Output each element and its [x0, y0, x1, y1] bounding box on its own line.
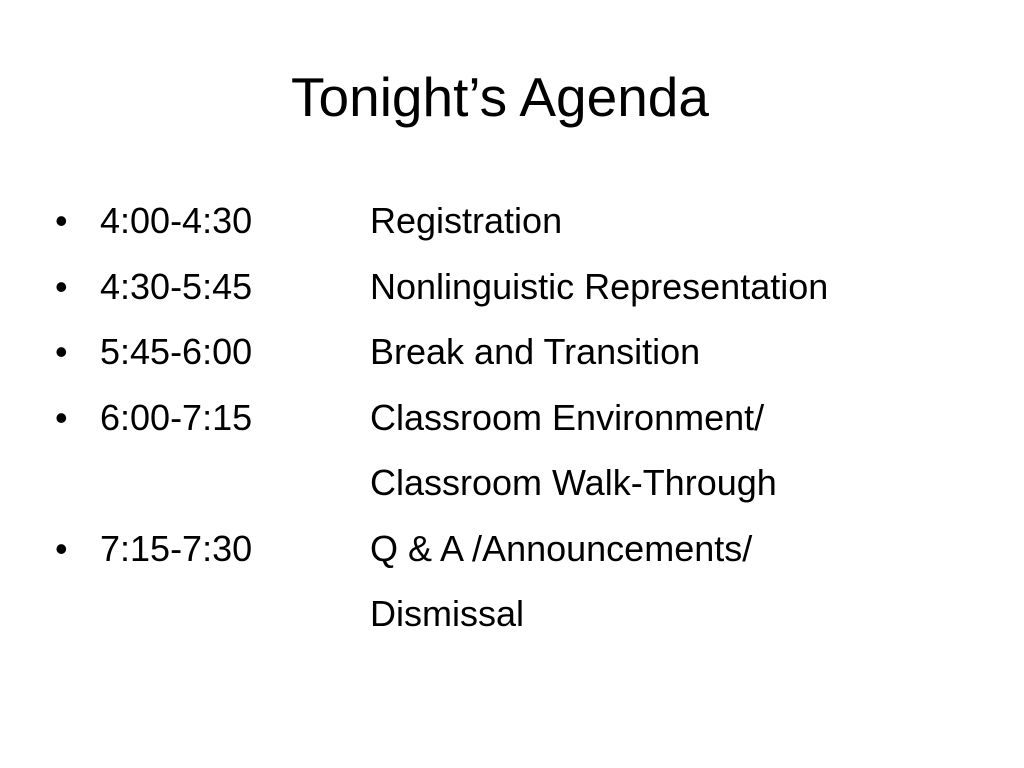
agenda-item [55, 516, 995, 647]
agenda-item [55, 188, 995, 254]
slide-title: Tonight’s Agenda [291, 66, 709, 128]
agenda-activity: Nonlinguistic Representation [370, 265, 829, 307]
agenda-time: 5:45-6:00 [100, 331, 253, 372]
agenda-item [55, 319, 995, 385]
bullet-icon: • [55, 265, 68, 307]
agenda-time: 6:00-7:15 [100, 396, 253, 438]
agenda-time: 7:15-7:30 [100, 527, 253, 569]
bullet-icon: • [55, 331, 68, 372]
agenda-activity: Classroom Environment/ [370, 396, 765, 438]
agenda-activity: Q & A /Announcements/ [370, 527, 753, 569]
agenda-activity: Break and Transition [370, 331, 701, 372]
agenda-item [55, 254, 995, 320]
bullet-icon: • [55, 527, 68, 569]
bullet-icon: • [55, 396, 68, 438]
agenda-item [55, 385, 995, 516]
bullet-icon: • [55, 200, 68, 241]
agenda-time: 4:30-5:45 [100, 265, 253, 307]
agenda-activity-continued: Classroom Walk-Through [370, 462, 777, 503]
agenda-list [55, 188, 995, 647]
agenda-time: 4:00-4:30 [100, 200, 253, 241]
agenda-activity: Registration [370, 200, 563, 241]
agenda-activity-continued: Dismissal [370, 593, 525, 634]
